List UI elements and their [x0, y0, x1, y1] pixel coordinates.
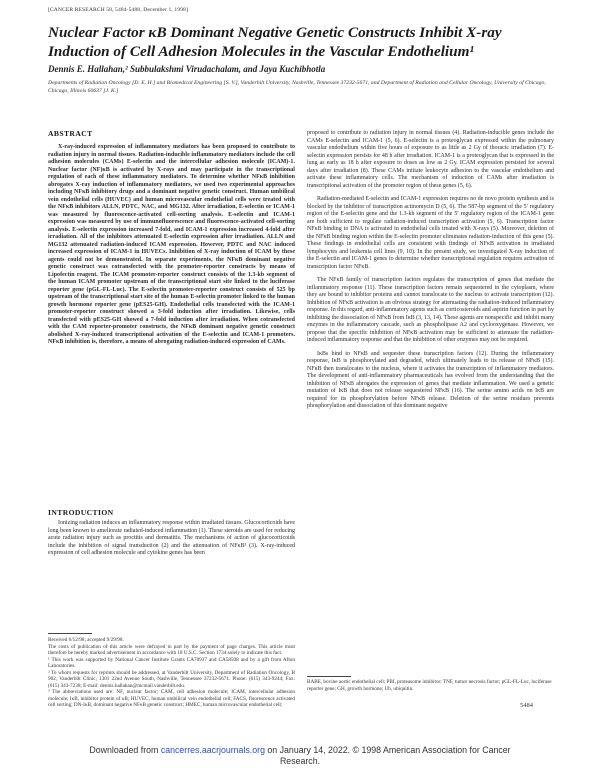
introduction-heading: INTRODUCTION: [48, 508, 114, 517]
footnote-abbreviations-cont: BABE, bovine aortic endothelial cell; PBI, proteasome inhibitor; TNF, tumor necrosis factor; pGL-FL-Luc, luciferase reporter gene; GH, growth hormone; Ub, ubiquitin.: [307, 679, 552, 692]
introduction-paragraph: Ionizing radiation induces an inflammatory response within irradiated tissues. Glucocorticoids have long been known to ameliorate radiated-induced inflammation (1). These steroids are used for reducing acute radiation injury such as proctitis and dermatitis. The mechanisms of action of glucocorticoids include the inhibition of signal transduction (2) and the attenuation of NFκB³ (3). X-ray-induced expression of cell adhesion molecule and cytokine genes has been: [48, 520, 295, 556]
footer-prefix: Downloaded from: [89, 745, 161, 755]
abstract-paragraph: X-ray-induced expression of inflammatory mediators has been proposed to contribute to radiation injury in normal tissues. Radiation-inducible inflammatory mediators include the cell adhesion molecules (CAMs) E-selectin and the intercellular adhesion molecule (ICAM)-1. Nuclear factor (NF)κB is activated by X-rays and may participate in the transcriptional regulation of each of these inflammatory mediators. To determine whether NFκB inhibition abrogates X-ray induction of inflammatory mediators, we used two experimental approaches including NFκB inhibitory drugs and a dominant negative genetic construct. Human umbilical vein endothelial cells (HUVEC) and human microvascular endothelial cells were treated with the NFκB inhibitors ALLN, PDTC, NAC, and MG132. After irradiation, E-selectin or ICAM-1 was measured by fluorescence-activated cell-sorting analysis. E-selectin and ICAM-1 expression was measured by use of immunofluorescence and fluorescence-activated cell-sorting analysis. E-selectin expression increased 7-fold, and ICAM-1 expression increased 4-fold after irradiation. All of the inhibitors attenuated E-selectin expression after irradiation. ALLN and MG132 attenuated radiation-induced ICAM expression. However, PDTC and NAC induced increased expression of ICAM-1 in HUVECs. Inhibition of X-ray induction of ICAM by these agents could not be demonstrated. In separate experiments, the NFκB dominant negative genetic construct was cotransfected with the promoter-reporter constructs by means of Lipofectin reagent. The ICAM promoter-reporter construct consists of the 1.3-kb segment of the human ICAM promoter upstream of the transcriptional start site linked to the luciferase reporter gene (pGL-FL-Luc). The E-selectin promoter-reporter construct consists of 525 bp upstream of the transcriptional start site of the human E-selectin promoter linked to the human growth hormone reporter gene (pES25-GH). Endothelial cells transfected with the ICAM-1 promoter-reporter construct showed a 3-fold induction after irradiation. Likewise, cells transfected with pES25-GH showed a 7-fold induction after irradiation. When cotransfected with the CAM reporter-promoter constructs, the NFκB dominant negative genetic construct abolished X-ray-induced transcriptional activation of the E-selectin and ICAM-1 promoters. NFκB inhibition is, therefore, a means of abrogating radiation-induced expression of CAMs.: [48, 144, 295, 345]
introduction-body: [48, 520, 295, 558]
right-paragraph-2: Radiation-mediated E-selectin and ICAM-1 expression requires no de novo protein synthesis and is blocked by the inhibitor of transcription actinomycin D (5, 6). The 587-bp segment of the 5′ regulatory region of the E-selectin gene and the 1.3-kb segment of the 5′ regulatory region of the ICAM-1 gene are both sufficient to regulate radiation-induced transcription activation (5, 6). Transcription factor NFκB binding to DNA is activated in endothelial cells treated with X-rays (5). Moreover, deletion of the NFκB binding region within the E-selectin promoter eliminates radiation-induction of this gene (5). These findings in endothelial cells are consistent with findings of NFκB activation in irradiated lymphocytes and leukemia cell lines (9, 10). In the present study, we investigated X-ray induction of the E-selectin and ICAM-1 genes to determine whether transcriptional regulation requires activation of transcription factor NFκB.: [307, 196, 554, 270]
article-title: Nuclear Factor κB Dominant Negative Genetic Constructs Inhibit X-ray Induction of Cell Adhesion Molecules in the Vascular Endothelium¹: [48, 24, 502, 60]
footnote-funding: ¹ This work was supported by National Cancer Institute Grants CA70937 and CA58508 and by a gift from Afton Laboratories.: [48, 656, 295, 669]
running-header: [CANCER RESEARCH 58, 5484-5488, December 1, 1998]: [48, 7, 188, 13]
footer-link[interactable]: cancerres.aacrjournals.org: [160, 745, 265, 755]
page-number: 5484: [520, 702, 533, 709]
right-paragraph-4: IκBs bind to NFκB and sequester these transcription factors (12). During the inflammatory response, IκB is phosphorylated and degraded, which ultimately leads to its release of NFκB (15). NFκB then translocates to the nucleus, where it activates the transcription of inflammatory mediators. The development of anti-inflammatory pharmaceuticals has evolved from the understanding that the inhibition of NFκB abrogates the expression of genes that mediate inflammation. We used a genetic mutation of IκB that does not release sequestered NFκB (16). The serine amino acids on IκB are required for its phosphorylation before NFκB release. Deletion of the serine residues prevents phosphorylation and dissociation of this dominant negative: [307, 350, 554, 409]
right-paragraph-3: The NFκB family of transcription factors regulates the transcription of genes that mediate the inflammatory response (11). These transcription factors remain sequestered in the cytoplasm, where they are bound to inhibitor proteins and cannot translocate to the nucleus to activate transcription (12). Inhibition of NFκB activation is an obvious strategy for attenuating the radiation-induced inflammatory response. In this regard, anti-inflammatory agents such as corticosteroids and aspirin function in part by inhibiting the dissociation of NFκB from IκB (3, 13, 14). These agents are nonspecific and inhibit many enzymes in the inflammatory cascade, such as phospholipase A2 and cyclooxygenase. However, we propose that the specific inhibition of NFκB activation may be sufficient to attenuate the radiation-induced inflammatory response and that the inhibition of other enzymes may not be required.: [307, 277, 554, 343]
abstract-heading: ABSTRACT: [48, 129, 93, 138]
affiliation: Departments of Radiation Oncology [D. E. H.] and Biomedical Engineering [S. V.], Vanderbilt University, Nashville, Tennessee 37232-5671, and Department of Radiation and Cellular Oncology, University of Chicago, Chicago, Illinois 60637 [J. K.]: [48, 80, 546, 94]
footnotes-left: [48, 637, 295, 709]
footnote-received: Received 6/12/98; accepted 9/29/98.: [48, 637, 124, 643]
abstract-body: [48, 144, 295, 347]
right-paragraph-1: proposed to contribute to radiation injury in normal tissues (4). Radiation-inducible genes include the CAMs E-selectin and ICAM-1 (5, 6). E-selectin is a proteoglycan expressed within the pulmonary vascular endothelium within five hours of exposure to as little as 2 Gy of thoracic irradiation (7). E-selectin expression persists for 48 h after irradiation. ICAM-1 is a proteoglycan that is expressed in the lung as early as 18 h after exposure to doses as low as 2 Gy. ICAM expression persisted for several days after irradiation (8). These CAMs initiate leukocyte adhesion to the vascular endothelium and activate these inflammatory cells. The mechanism of induction of CAMs after irradiation is transcriptional activation of the promoter region of these genes (5, 6).: [307, 130, 554, 189]
footnote-costs: The costs of publication of this article were defrayed in part by the payment of page charges. This article must therefore be hereby marked advertisement in accordance with 18 U.S.C. Section 1734 solely to indicate this fact.: [48, 643, 295, 656]
footer-line-2: Research.: [279, 756, 321, 766]
author-list: Dennis E. Hallahan,² Subbulakshmi Virudachalam, and Jaya Kuchibhotla: [48, 64, 326, 74]
right-column: [307, 130, 554, 411]
footnote-abbreviations: ³ The abbreviations used are: NF, nuclear factor; CAM, cell adhesion molecule; ICAM, intercellular adhesion molecule; IκB, inhibitor protein of κB; HUVEC, human umbilical vein endothelial cell; FACS, fluorescence activated cell sorting; DN-IκB, dominant negative NFκB genetic construct; HMEC, human microvascular endothelial cell;: [48, 689, 295, 708]
footnote-rule-right: [307, 676, 351, 677]
footer-copyright: on January 14, 2022. © 1998 American Association for Cancer: [264, 745, 511, 755]
download-footer: [0, 745, 600, 767]
footnote-rule: [48, 633, 92, 634]
footnote-reprints: ² To whom requests for reprints should be addressed, at Vanderbilt University, Department of Radiation Oncology, B 902, Vanderbilt Clinic, 1301 22nd Avenue South, Nashville, Tennessee 37232-5671. Phone: (615) 343-9244; Fax: (615) 343-7238; E-mail: dennis.hallahan@mcmail.vanderbilt.edu.: [48, 669, 295, 689]
